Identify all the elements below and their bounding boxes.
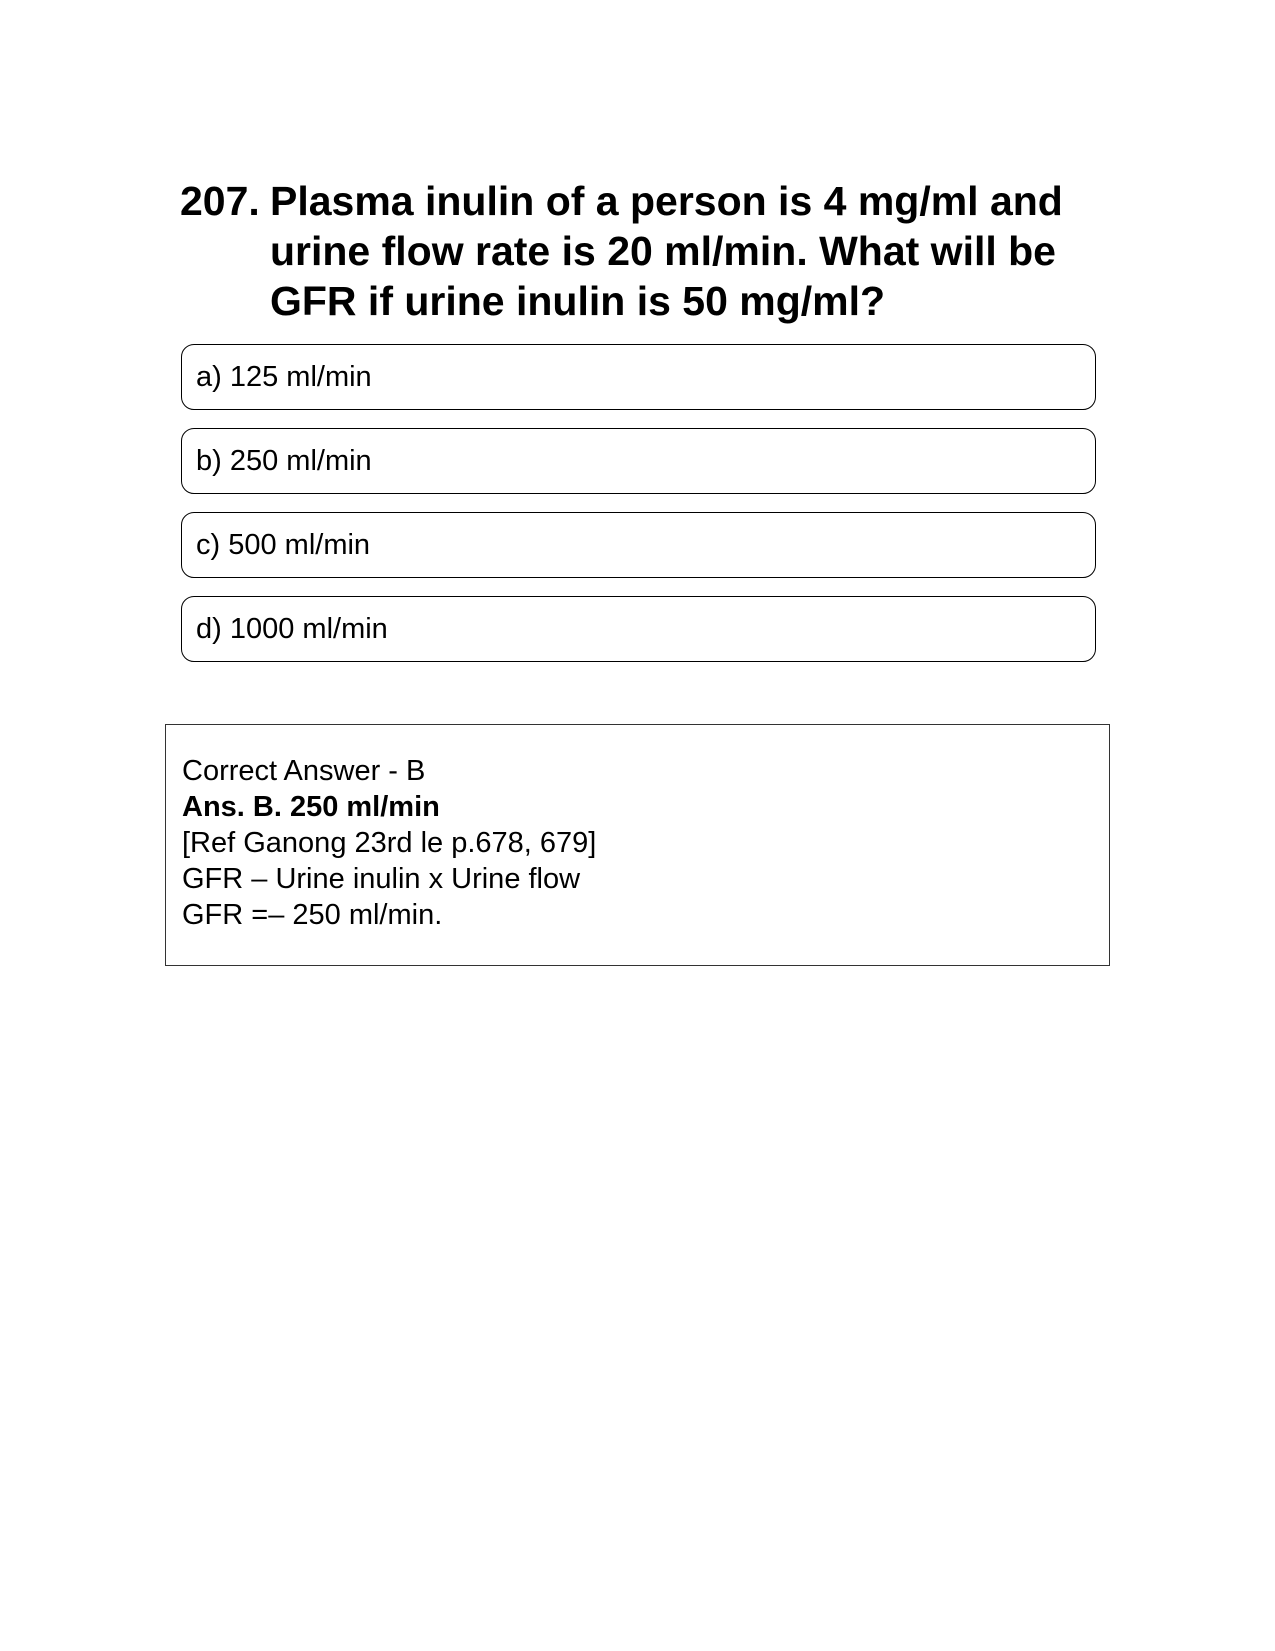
answer-line: Ans. B. 250 ml/min	[182, 791, 440, 823]
option-b[interactable]: b) 250 ml/min	[181, 428, 1096, 494]
answer-explanation-box	[165, 724, 1110, 966]
option-d[interactable]: d) 1000 ml/min	[181, 596, 1096, 662]
question-text: Plasma inulin of a person is 4 mg/ml and urine flow rate is 20 ml/min. What will be GFR if urine inulin is 50 mg/ml?	[270, 178, 1063, 324]
reference: [Ref Ganong 23rd le p.678, 679]	[182, 827, 597, 859]
option-c[interactable]: c) 500 ml/min	[181, 512, 1096, 578]
option-a[interactable]: a) 125 ml/min	[181, 344, 1096, 410]
formula: GFR – Urine inulin x Urine flow	[182, 863, 581, 895]
result: GFR =– 250 ml/min.	[182, 899, 443, 931]
question-number: 207.	[180, 178, 260, 224]
correct-answer: Correct Answer - B	[182, 755, 426, 787]
